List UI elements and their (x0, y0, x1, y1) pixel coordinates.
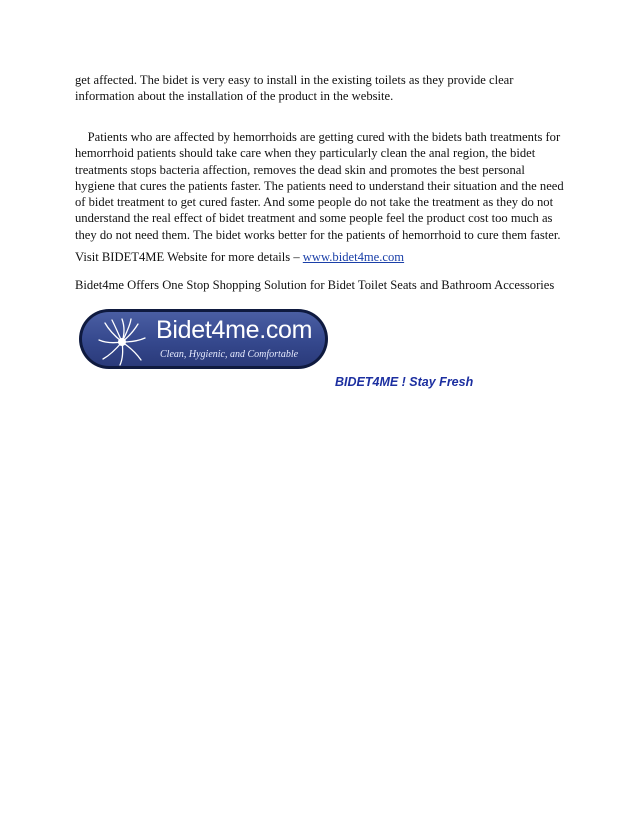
visit-text: Visit BIDET4ME Website for more details – (75, 250, 303, 264)
offer-line (75, 277, 575, 293)
text-line: of bidet treatment to get cured faster. And some people do not take the treatment as they do not (75, 195, 554, 210)
sunburst-icon (96, 316, 148, 368)
visit-website-line (75, 249, 575, 265)
logo-tagline: Clean, Hygienic, and Comfortable (160, 349, 299, 360)
logo-title: Bidet4me.com (156, 316, 313, 344)
paragraph-hemorrhoids (75, 129, 575, 243)
offer-text: Bidet4me Offers One Stop Shopping Solution for Bidet Toilet Seats and Bathroom Accessories (75, 278, 555, 292)
text-line: treatments stops bacteria affection, removes the dead skin and promotes the best personal (75, 162, 525, 177)
text-line: they do not need them. The bidet works better for the patients of hemorrhoid to cure them faster. (75, 227, 561, 242)
website-link[interactable]: www.bidet4me.com (302, 250, 405, 264)
text-line: get affected. The bidet is very easy to install in the existing toilets as they provide clear (75, 73, 514, 87)
bidet4me-logo (79, 309, 328, 369)
text-line: Patients who are affected by hemorrhoids are getting cured with the bidets bath treatments for (75, 130, 561, 144)
text-line: hemorrhoid patients should take care when they particularly clean the anal region, the bidet (75, 146, 536, 161)
logo-background (82, 312, 325, 366)
text-line: understand the real effect of bidet treatment and some people feel the product cost too much as (75, 211, 553, 226)
text-line: information about the installation of the product in the website. (75, 89, 394, 104)
paragraph-installation (75, 72, 575, 105)
slogan-text: BIDET4ME ! Stay Fresh (335, 375, 474, 389)
text-line: hygiene that cures the patients faster. The patients need to understand their situation and the need (75, 178, 564, 193)
